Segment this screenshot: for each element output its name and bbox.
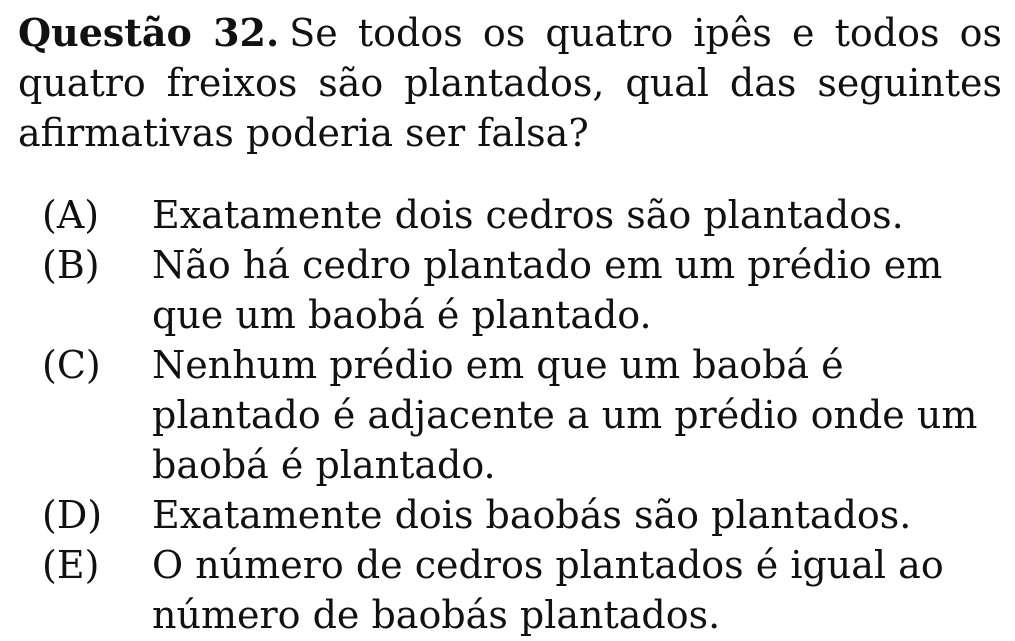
option-letter: (A) bbox=[42, 193, 100, 237]
option-text: Exatamente dois cedros são plantados. bbox=[152, 193, 904, 237]
option-c bbox=[18, 340, 1002, 490]
option-letter: (C) bbox=[42, 343, 101, 387]
option-a bbox=[18, 190, 1002, 240]
option-e bbox=[18, 540, 1002, 640]
option-text: Exatamente dois baobás são plantados. bbox=[152, 493, 912, 537]
option-text: Nenhum prédio em que um baobá é plantado é adjacente a um prédio onde um baobá é plantado. bbox=[152, 343, 978, 487]
question-stem-paragraph bbox=[18, 8, 1002, 158]
question-label: Questão 32. bbox=[18, 10, 280, 55]
option-letter: (B) bbox=[42, 243, 100, 287]
answer-options bbox=[18, 190, 1002, 640]
option-text: O número de cedros plantados é igual ao número de baobás plantados. bbox=[152, 543, 944, 637]
option-b bbox=[18, 240, 1002, 340]
question-page bbox=[18, 8, 1002, 640]
option-letter: (D) bbox=[42, 493, 103, 537]
question-stem: Se todos os quatro ipês e todos os quatro freixos são plantados, qual das seguintes afirmativas poderia ser falsa? bbox=[18, 11, 1002, 155]
option-letter: (E) bbox=[42, 543, 100, 587]
option-d bbox=[18, 490, 1002, 540]
option-text: Não há cedro plantado em um prédio em que um baobá é plantado. bbox=[152, 243, 943, 337]
